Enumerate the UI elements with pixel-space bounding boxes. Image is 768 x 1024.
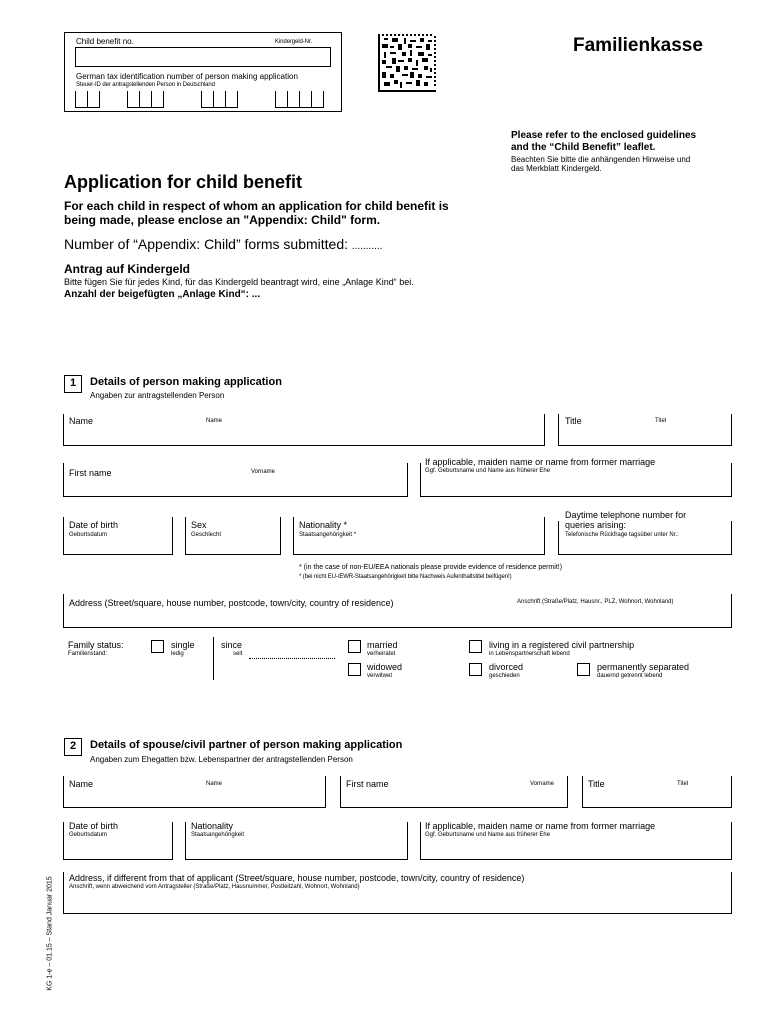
child-benefit-no-field[interactable]	[75, 47, 331, 67]
separated-sublabel: dauernd getrennt lebend	[597, 673, 663, 679]
guidelines-de-1: Beachten Sie bitte die anhängenden Hinweise und	[511, 155, 691, 164]
widowed-sublabel: verwitwet	[367, 673, 393, 679]
nationality-footnote-de: * (bei nicht EU-/EWR-Staatsangehörigkeit bitte Nachweis Aufenthaltstitel beifügen!)	[299, 574, 512, 580]
spouse-dob-label: Date of birth	[69, 821, 119, 831]
nationality-sublabel: Staatsangehörigkeit *	[299, 532, 357, 538]
datamatrix-code-icon	[378, 34, 436, 92]
spouse-first-name-label: First name	[346, 779, 389, 789]
spouse-nationality-label: Nationality	[191, 821, 234, 831]
forms-count-label	[64, 236, 382, 252]
spouse-title-sublabel: Titel	[677, 781, 689, 787]
spouse-name-sublabel: Name	[206, 781, 223, 787]
guidelines-line-1: Please refer to the enclosed guidelines	[511, 130, 697, 141]
section-1-number: 1	[64, 375, 82, 393]
spouse-name-field[interactable]	[63, 776, 326, 808]
section-2-number: 2	[64, 738, 82, 756]
tax-id-field[interactable]	[75, 91, 333, 108]
single-checkbox[interactable]	[151, 640, 164, 653]
kindergeld-nr-label: Kindergeld-Nr.	[275, 39, 312, 45]
since-sublabel: seit	[233, 651, 243, 657]
section-1-title: Details of person making application	[90, 376, 282, 388]
de-instruction: Bitte fügen Sie für jedes Kind, für das Kindergeld beantragt wird, eine „Anlage Kind“ bei.	[64, 277, 414, 287]
phone-label-line-2: queries arising:	[565, 520, 627, 530]
spouse-first-name-sublabel: Vorname	[530, 781, 555, 787]
spouse-address-sublabel: Anschrift, wenn abweichend vom Antragsteller (Straße/Platz, Hausnummer, Postleitzahl, Wohnort, Wohnland)	[69, 884, 360, 890]
guidelines-line-2: and the “Child Benefit” leaflet.	[511, 142, 656, 153]
tax-id-label: German tax identification number of person making application	[76, 72, 298, 81]
first-name-field[interactable]	[63, 463, 408, 497]
nationality-label: Nationality *	[299, 520, 348, 530]
divorced-sublabel: geschieden	[489, 673, 520, 679]
widowed-label: widowed	[367, 662, 403, 672]
partnership-label: living in a registered civil partnership	[489, 640, 635, 650]
married-label: married	[367, 640, 398, 650]
child-benefit-no-label: Child benefit no.	[76, 37, 134, 46]
title-sublabel: Titel	[655, 418, 667, 424]
name-field[interactable]	[63, 414, 545, 446]
name-label: Name	[69, 416, 94, 426]
spouse-dob-sublabel: Geburtsdatum	[69, 832, 108, 838]
forms-count-dots[interactable]: ...........	[351, 241, 383, 252]
family-status-sublabel: Familienstand:	[68, 651, 108, 657]
since-label: since	[221, 640, 243, 650]
maiden-name-label: If applicable, maiden name or name from former marriage	[425, 457, 656, 467]
since-date-field[interactable]	[249, 652, 335, 659]
nationality-footnote-en: * (in the case of non-EU/EEA nationals please provide evidence of residence permit!)	[299, 564, 563, 571]
section-2-subtitle: Angaben zum Ehegatten bzw. Lebenspartner der antragstellenden Person	[90, 755, 353, 764]
phone-sublabel: Telefonische Rückfrage tagsüber unter Nr.:	[565, 532, 679, 538]
instruction-line-1: For each child in respect of whom an application for child benefit is	[64, 199, 449, 213]
single-label: single	[171, 640, 195, 650]
widowed-checkbox[interactable]	[348, 663, 361, 676]
tax-id-digit-boxes	[75, 91, 333, 108]
first-name-label: First name	[69, 468, 112, 478]
spouse-maiden-name-label: If applicable, maiden name or name from former marriage	[425, 821, 656, 831]
tax-id-sublabel: Steuer-ID der antragstellenden Person in Deutschland	[76, 82, 215, 88]
divorced-label: divorced	[489, 662, 524, 672]
sex-label: Sex	[191, 520, 207, 530]
office-title: Familienkasse	[573, 35, 703, 56]
forms-count-text: Number of “Appendix: Child” forms submitted:	[64, 236, 348, 252]
dob-label: Date of birth	[69, 520, 119, 530]
spouse-title-label: Title	[588, 779, 605, 789]
section-1-subtitle: Angaben zur antragstellenden Person	[90, 391, 225, 400]
de-title: Antrag auf Kindergeld	[64, 262, 191, 276]
married-sublabel: verheiratet	[367, 651, 396, 657]
title-field[interactable]	[558, 414, 732, 446]
title-label: Title	[565, 416, 582, 426]
de-forms-count: Anzahl der beigefügten „Anlage Kind“: ...	[64, 289, 261, 300]
sex-sublabel: Geschlecht	[191, 532, 222, 538]
separated-checkbox[interactable]	[577, 663, 590, 676]
address-label: Address (Street/square, house number, postcode, town/city, country of residence)	[69, 598, 394, 608]
family-status-divider	[213, 637, 214, 680]
spouse-maiden-name-sublabel: Ggf. Geburtsname und Name aus früherer Ehe	[425, 832, 551, 838]
divorced-checkbox[interactable]	[469, 663, 482, 676]
separated-label: permanently separated	[597, 662, 690, 672]
section-2-title: Details of spouse/civil partner of person making application	[90, 739, 403, 751]
id-box	[64, 32, 342, 112]
name-sublabel: Name	[206, 418, 223, 424]
married-checkbox[interactable]	[348, 640, 361, 653]
page-title: Application for child benefit	[64, 172, 302, 192]
phone-label-line-1: Daytime telephone number for	[565, 510, 687, 520]
partnership-sublabel: in Lebenspartnerschaft lebend	[489, 651, 570, 657]
dob-sublabel: Geburtsdatum	[69, 532, 108, 538]
maiden-name-sublabel: Ggf. Geburtsname und Name aus früherer Ehe	[425, 468, 551, 474]
first-name-sublabel: Vorname	[251, 469, 276, 475]
single-sublabel: ledig	[171, 651, 184, 657]
spouse-address-label: Address, if different from that of applicant (Street/square, house number, postcode, town/city, country of residence)	[69, 873, 525, 883]
spouse-nationality-sublabel: Staatsangehörigkeit	[191, 832, 245, 838]
instruction-line-2: being made, please enclose an "Appendix: Child" form.	[64, 213, 381, 227]
spouse-name-label: Name	[69, 779, 94, 789]
partnership-checkbox[interactable]	[469, 640, 482, 653]
family-status-label: Family status:	[68, 640, 124, 650]
address-sublabel: Anschrift (Straße/Platz, Hausnr., PLZ, Wohnort, Wohnland)	[517, 599, 674, 605]
form-version-note: KG 1-e – 01.15 – Stand Januar 2015	[46, 876, 54, 991]
guidelines-de-2: das Merkblatt Kindergeld.	[511, 164, 602, 173]
